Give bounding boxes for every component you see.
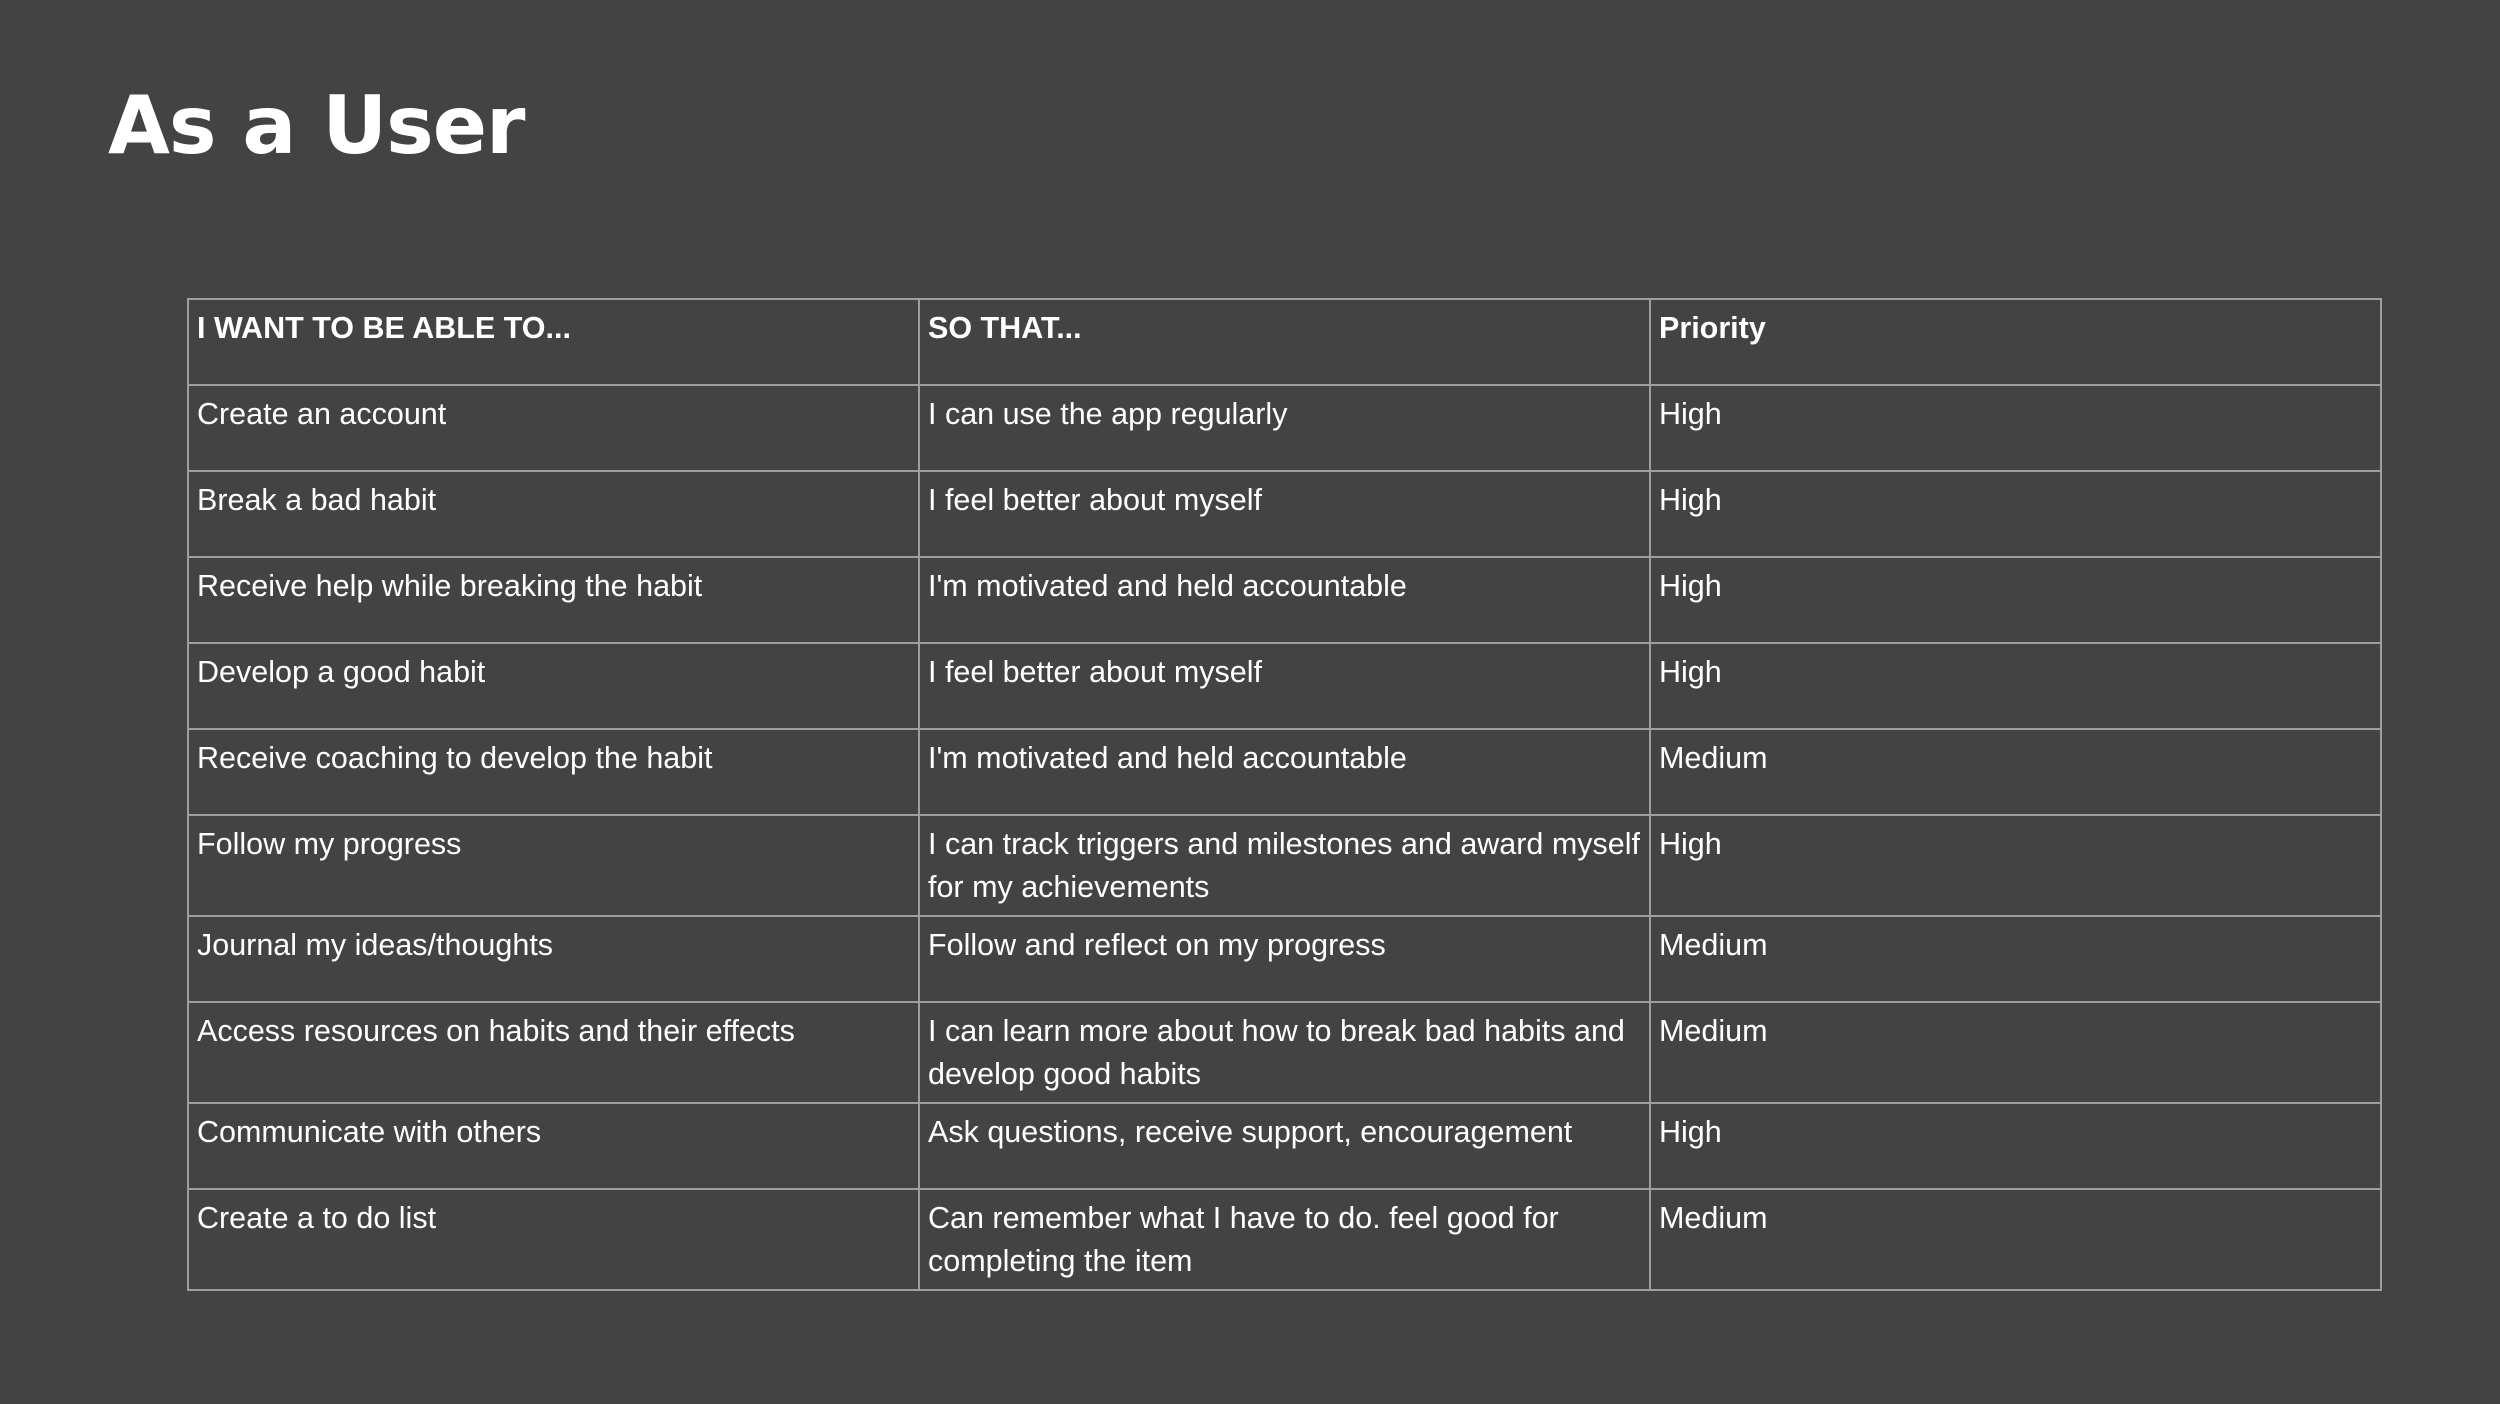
- so-that-cell: Can remember what I have to do. feel good for completing the item: [919, 1189, 1650, 1290]
- table-row: [188, 557, 2381, 643]
- want-cell: Follow my progress: [188, 815, 919, 916]
- want-cell: Create a to do list: [188, 1189, 919, 1290]
- table-row: [188, 385, 2381, 471]
- want-cell: Create an account: [188, 385, 919, 471]
- so-that-cell: I feel better about myself: [919, 643, 1650, 729]
- column-header-so-that: SO THAT...: [919, 299, 1650, 385]
- want-cell: Receive coaching to develop the habit: [188, 729, 919, 815]
- slide-title: As a User: [108, 79, 525, 172]
- so-that-cell: I'm motivated and held accountable: [919, 729, 1650, 815]
- priority-cell: High: [1650, 815, 2381, 916]
- want-cell: Receive help while breaking the habit: [188, 557, 919, 643]
- table-row: [188, 729, 2381, 815]
- column-header-priority: Priority: [1650, 299, 2381, 385]
- want-cell: Journal my ideas/thoughts: [188, 916, 919, 1002]
- table-header-row: [188, 299, 2381, 385]
- table-row: [188, 471, 2381, 557]
- priority-cell: Medium: [1650, 729, 2381, 815]
- so-that-cell: I'm motivated and held accountable: [919, 557, 1650, 643]
- table-row: [188, 815, 2381, 916]
- so-that-cell: Follow and reflect on my progress: [919, 916, 1650, 1002]
- table-row: [188, 1189, 2381, 1290]
- so-that-cell: I can learn more about how to break bad habits and develop good habits: [919, 1002, 1650, 1103]
- table-row: [188, 643, 2381, 729]
- want-cell: Develop a good habit: [188, 643, 919, 729]
- table-row: [188, 916, 2381, 1002]
- want-cell: Communicate with others: [188, 1103, 919, 1189]
- priority-cell: High: [1650, 1103, 2381, 1189]
- so-that-cell: I can use the app regularly: [919, 385, 1650, 471]
- priority-cell: High: [1650, 643, 2381, 729]
- column-header-want: I WANT TO BE ABLE TO...: [188, 299, 919, 385]
- priority-cell: High: [1650, 385, 2381, 471]
- want-cell: Break a bad habit: [188, 471, 919, 557]
- priority-cell: High: [1650, 557, 2381, 643]
- user-stories-table: [187, 298, 2382, 1291]
- table-row: [188, 1002, 2381, 1103]
- priority-cell: High: [1650, 471, 2381, 557]
- priority-cell: Medium: [1650, 916, 2381, 1002]
- priority-cell: Medium: [1650, 1189, 2381, 1290]
- want-cell: Access resources on habits and their effects: [188, 1002, 919, 1103]
- so-that-cell: I feel better about myself: [919, 471, 1650, 557]
- priority-cell: Medium: [1650, 1002, 2381, 1103]
- table-row: [188, 1103, 2381, 1189]
- so-that-cell: Ask questions, receive support, encouragement: [919, 1103, 1650, 1189]
- so-that-cell: I can track triggers and milestones and award myself for my achievements: [919, 815, 1650, 916]
